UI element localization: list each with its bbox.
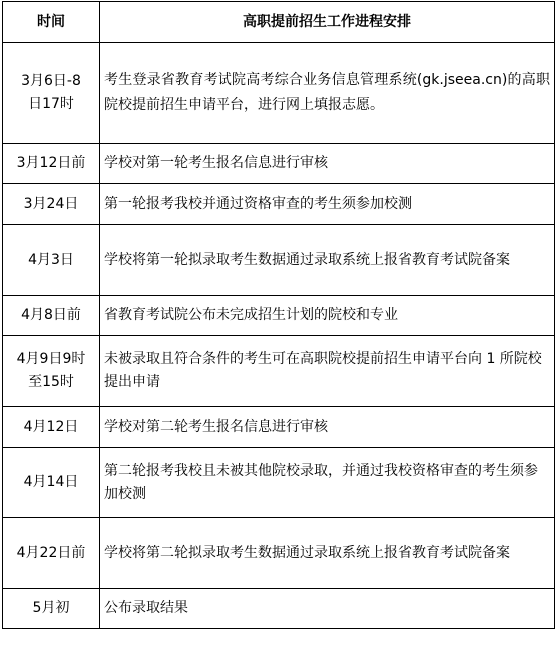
- table-row: [3, 448, 555, 518]
- row-desc: 未被录取且符合条件的考生可在高职院校提前招生申请平台向 1 所院校提出申请: [100, 336, 555, 407]
- row-desc: 学校将第二轮拟录取考生数据通过录取系统上报省教育考试院备案: [100, 518, 555, 589]
- row-desc: 考生登录省教育考试院高考综合业务信息管理系统(gk.jseea.cn)的高职院校提前招生申请平台，进行网上填报志愿。: [100, 43, 555, 144]
- table-row: [3, 184, 555, 225]
- admission-schedule-table: [2, 1, 555, 629]
- row-desc: 第一轮报考我校并通过资格审查的考生须参加校测: [100, 184, 555, 225]
- row-time: 4月8日前: [3, 296, 100, 336]
- table-row: [3, 43, 555, 144]
- row-time: 3月24日: [3, 184, 100, 225]
- row-time: 4月3日: [3, 225, 100, 296]
- table-row: [3, 225, 555, 296]
- table-row: [3, 589, 555, 629]
- row-desc: 学校将第一轮拟录取考生数据通过录取系统上报省教育考试院备案: [100, 225, 555, 296]
- row-time: 5月初: [3, 589, 100, 629]
- header-plan: 高职提前招生工作进程安排: [100, 2, 555, 43]
- row-desc: 第二轮报考我校且未被其他院校录取，并通过我校资格审查的考生须参加校测: [100, 448, 555, 518]
- row-time: 4月12日: [3, 407, 100, 448]
- table-header-row: [3, 2, 555, 43]
- table-row: [3, 518, 555, 589]
- table-row: [3, 144, 555, 184]
- row-time: 4月14日: [3, 448, 100, 518]
- row-time: 4月9日9时至15时: [3, 336, 100, 407]
- row-time: 3月6日-8日17时: [3, 43, 100, 144]
- header-time: 时间: [3, 2, 100, 43]
- row-desc: 学校对第二轮考生报名信息进行审核: [100, 407, 555, 448]
- table-row: [3, 296, 555, 336]
- row-desc: 公布录取结果: [100, 589, 555, 629]
- table-row: [3, 407, 555, 448]
- row-desc: 省教育考试院公布未完成招生计划的院校和专业: [100, 296, 555, 336]
- row-time: 3月12日前: [3, 144, 100, 184]
- table-row: [3, 336, 555, 407]
- row-desc: 学校对第一轮考生报名信息进行审核: [100, 144, 555, 184]
- row-time: 4月22日前: [3, 518, 100, 589]
